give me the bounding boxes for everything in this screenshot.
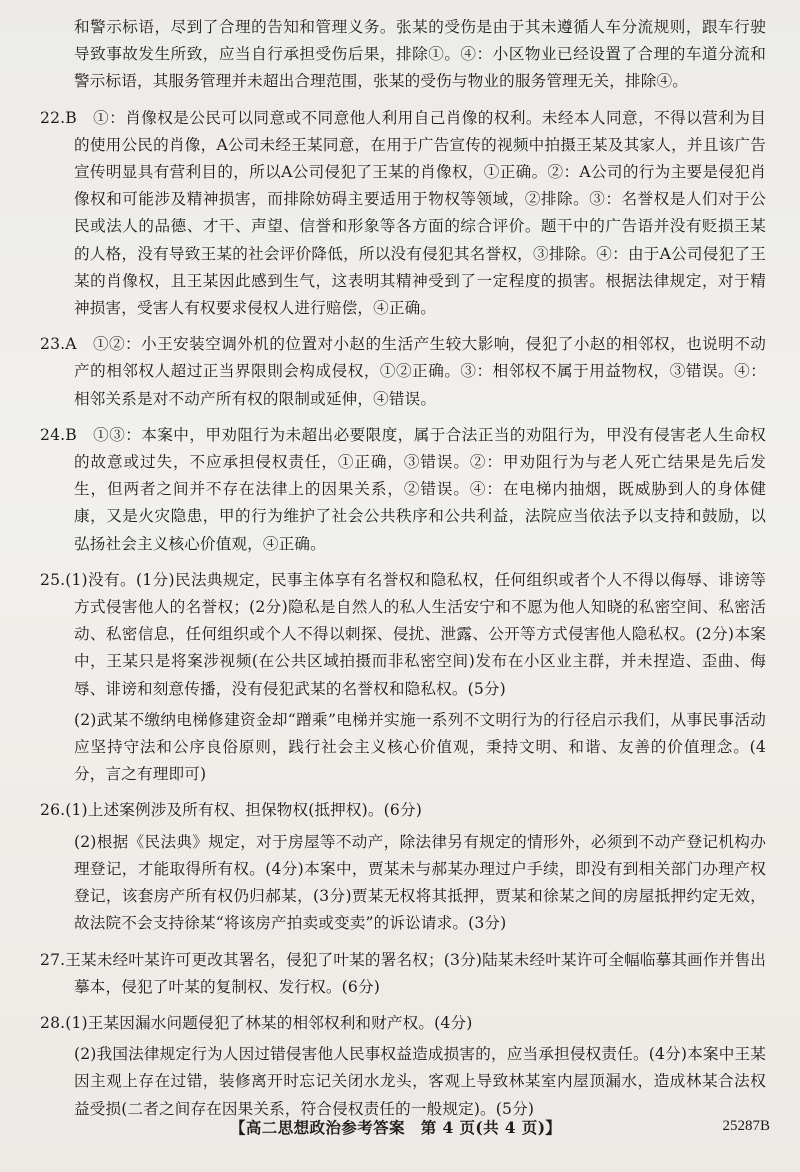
footer-document-code: 25287B [722, 1118, 770, 1134]
answer-item-25-part1: 25.(1)没有。(1分)民法典规定，民事主体享有名誉权和隐私权，任何组织或者个人不得以侮辱、诽谤等方式侵害他人的名誉权；(2分)隐私是自然人的私人生活安宁和不愿为他人知晓的私密空间、私密活动、私密信息，任何组织或个人不得以刺探、侵扰、泄露、公开等方式侵害他人隐私权。(2分)本案中，王某只是将案涉视频(在公共区域拍摄而非私密空间)发布在小区业主群，并未捏造、歪曲、侮辱、诽谤和刻意传播，没有侵犯武某的名誉权和隐私权。(5分) [40, 570, 766, 698]
footer-title: 【高二思想政治参考答案 第 4 页(共 4 页)】 [230, 1118, 562, 1137]
answer-item-28-part1: 28.(1)王某因漏水问题侵犯了林某的相邻权利和财产权。(4分) [40, 1013, 473, 1032]
answer-paragraph-continuation: 和警示标语，尽到了合理的告知和管理义务。张某的受伤是由于其未遵循人车分流规则，跟车行驶导致事故发生所致，应当自行承担受伤后果，排除①。④：小区物业已经设置了合理的车道分流和警示标语，其服务管理并未超出合理范围，张某的受伤与物业的服务管理无关，排除④。 [74, 18, 766, 91]
answer-item-28-part2: (2)我国法律规定行为人因过错侵害他人民事权益造成损害的，应当承担侵权责任。(4分)本案中王某因主观上存在过错，装修离开时忘记关闭水龙头，客观上导致林某室内屋顶漏水，造成林某合法权益受损(二者之间存在因果关系，符合侵权责任的一般规定)。(5分) [74, 1045, 766, 1118]
answer-item-25-part2: (2)武某不缴纳电梯修建资金却“蹭乘”电梯并实施一系列不文明行为的行径启示我们，从事民事活动应坚持守法和公序良俗原则，践行社会主义核心价值观，秉持文明、和谐、友善的价值理念。(4分，言之有理即可) [74, 710, 766, 784]
answer-item-23: 23.A ①②：小王安装空调外机的位置对小赵的生活产生较大影响，侵犯了小赵的相邻权，也说明不动产的相邻权人超过正当界限則会构成侵权，①②正确。③：相邻权不属于用益物权，③错误。④：相邻关系是对不动产所有权的限制或延伸，④错误。 [40, 335, 766, 408]
answer-item-22: 22.B ①：肖像权是公民可以同意或不同意他人利用自己肖像的权利。未经本人同意，不得以营利为目的使用公民的肖像，A公司未经王某同意，在用于广告宣传的视频中拍摄王某及其家人，并且该广告宣传明显具有营利目的，所以A公司侵犯了王某的肖像权，①正确。②：A公司的行为主要是侵犯肖像权和可能涉及精神损害，而排除妨碍主要适用于物权等领域，②排除。③：名誉权是人们对于公民或法人的品德、才干、声望、信誉和形象等各方面的综合评价。题干中的广告语并没有贬损王某的人格，没有导致王某的社会评价降低，所以没有侵犯其名誉权，③排除。④：由于A公司侵犯了王某的肖像权，且王某因此感到生气，这表明其精神受到了一定程度的损害。根据法律规定，对于精神损害，受害人有权要求侵权人进行赔偿，④正确。 [40, 108, 766, 318]
answer-item-27: 27.王某未经叶某许可更改其署名，侵犯了叶某的署名权；(3分)陆某未经叶某许可全幅临摹其画作并售出摹本，侵犯了叶某的复制权、发行权。(6分) [40, 950, 766, 996]
answer-item-26-part2: (2)根据《民法典》规定，对于房屋等不动产，除法律另有规定的情形外，必须到不动产登记机构办理登记，才能取得所有权。(4分)本案中，贾某未与郝某办理过户手续，即没有到相关部门办理产权登记，该套房产所有权仍归郝某，(3分)贾某无权将其抵押，贾某和徐某之间的房屋抵押约定无效，故法院不会支持徐某“将该房产拍卖或变卖”的诉讼请求。(3分) [74, 832, 766, 933]
answer-content [40, 14, 766, 1123]
answer-item-24: 24.B ①③：本案中，甲劝阻行为未超出必要限度，属于合法正当的劝阻行为，甲没有侵害老人生命权的故意或过失，不应承担侵权责任，①正确，③错误。②：甲劝阻行为与老人死亡结果是先后发生，但两者之间并不存在法律上的因果关系，②错误。④：在电梯内抽烟，既威胁到人的身体健康，又是火灾隐患，甲的行为维护了社会公共秩序和公共利益，法院应当依法予以支持和鼓励，以弘扬社会主义核心价值观，④正确。 [40, 425, 766, 553]
page-footer [0, 1116, 800, 1140]
answer-item-26-part1: 26.(1)上述案例涉及所有权、担保物权(抵押权)。(6分) [40, 801, 422, 820]
